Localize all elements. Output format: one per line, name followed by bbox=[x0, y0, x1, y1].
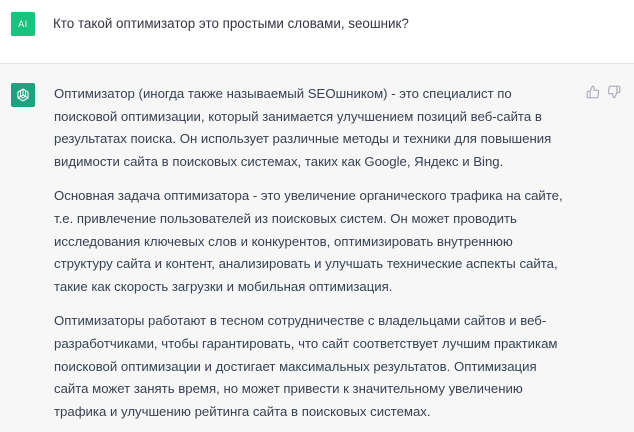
answer-paragraph-1: Оптимизатор (иногда также называемый SEOшником) - это специалист по поисковой оптимизации, который занимается улучшением позиций веб-сайта в результатах поиска. Он использует различные методы и техники для повышения видимости сайта в поисковых системах, таких как Google, Яндекс и Bing. bbox=[54, 86, 552, 169]
answer-paragraph-2: Основная задача оптимизатора - это увеличение органического трафика на сайте, т.е. привлечение пользователей из поисковых систем. Он может проводить исследования ключевых слов и конкурентов, оптимизировать внутреннюю структуру сайта и контент, анализировать и улучшать технические аспекты сайта, такие как скорость загрузки и мобильная оптимизация. bbox=[54, 188, 563, 294]
assistant-message-row bbox=[0, 64, 634, 432]
thumbs-down-icon[interactable] bbox=[606, 84, 622, 100]
user-avatar-initials: AI bbox=[18, 19, 28, 29]
user-message-text: Кто такой оптимизатор это простыми словами, seoшник? bbox=[53, 16, 409, 31]
openai-logo-icon bbox=[11, 83, 35, 107]
thumbs-up-icon[interactable] bbox=[585, 84, 601, 100]
answer-paragraph-3: Оптимизаторы работают в тесном сотрудничестве с владельцами сайтов и веб-разработчиками, чтобы гарантировать, что сайт соответствует лучшим практикам поисковой оптимизации и достигает максимальных результатов. Оптимизация сайта может занять время, но может привести к значительному увеличению трафика и улучшению рейтинга сайта в поисковых системах. bbox=[54, 313, 558, 419]
user-avatar bbox=[11, 12, 35, 36]
assistant-message-text bbox=[54, 83, 574, 432]
user-message-row bbox=[0, 0, 634, 64]
